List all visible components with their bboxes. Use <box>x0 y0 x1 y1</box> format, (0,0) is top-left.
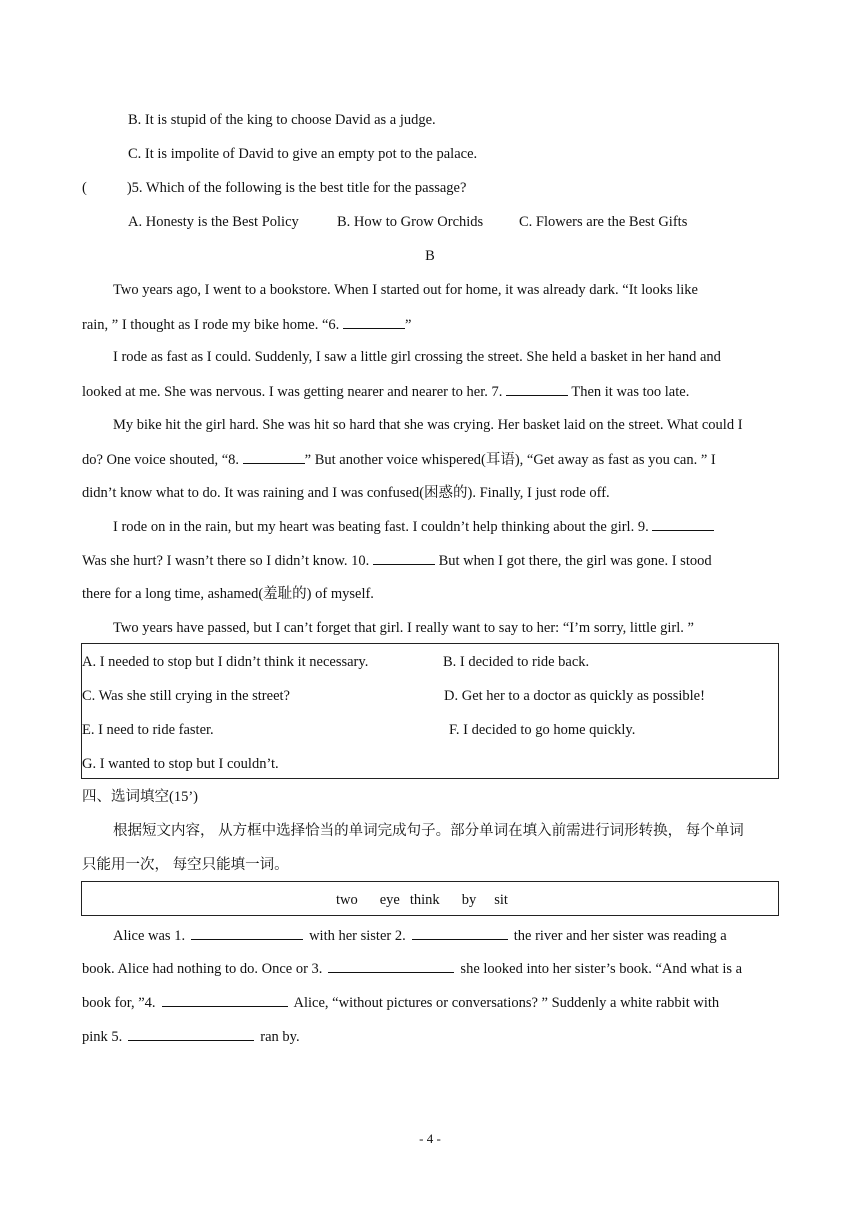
passage-text: she looked into her sister’s book. “And what is a <box>460 961 743 977</box>
q5-option-c: C. Flowers are the Best Gifts <box>519 214 688 230</box>
passage-text: I rode on in the rain, but my heart was beating fast. I couldn’t help thinking about the girl. 9. <box>113 519 653 535</box>
passage-p3-line2 <box>82 449 716 470</box>
word-bank <box>336 890 518 910</box>
q5-option-a: A. Honesty is the Best Policy <box>128 214 299 230</box>
section4-heading: 四、选词填空(15’) <box>82 789 198 805</box>
box-option-b: B. I decided to ride back. <box>443 654 590 670</box>
q5-stem <box>82 178 466 198</box>
word-bank-item: by <box>461 892 477 908</box>
q5-option-b: B. How to Grow Orchids <box>337 214 484 230</box>
section-b-label: B <box>425 248 435 264</box>
fill-line1 <box>113 925 727 946</box>
page-number: - 4 - <box>419 1131 441 1146</box>
passage-p2-line2 <box>82 381 689 402</box>
blank-6[interactable] <box>343 314 405 329</box>
passage-text: pink 5. <box>82 1029 123 1045</box>
passage-text: the river and her sister was reading a <box>513 928 727 944</box>
fill-line3 <box>82 992 719 1013</box>
q4-option-c: C. It is impolite of David to give an empty pot to the palace. <box>128 146 478 162</box>
box-option-d: D. Get her to a doctor as quickly as possible! <box>444 688 705 704</box>
passage-p4-line2 <box>82 550 712 571</box>
box-option-g: G. I wanted to stop but I couldn’t. <box>82 756 279 772</box>
word-bank-item: think <box>409 892 440 908</box>
word-bank-item: sit <box>494 892 508 908</box>
fill-blank-3[interactable] <box>328 958 454 973</box>
word-bank-item: eye <box>379 892 400 908</box>
passage-text: ” <box>404 317 412 333</box>
fill-blank-2[interactable] <box>412 925 508 940</box>
passage-p4-line3: there for a long time, ashamed(羞耻的) of myself. <box>82 586 374 602</box>
word-bank-item: two <box>336 892 358 908</box>
fill-line4 <box>82 1026 300 1047</box>
passage-text: book for, ”4. <box>82 995 156 1011</box>
passage-text: Alice, “without pictures or conversations? ” Suddenly a white rabbit with <box>293 995 720 1011</box>
q4-option-b: B. It is stupid of the king to choose David as a judge. <box>128 112 436 128</box>
passage-text: Then it was too late. <box>567 384 690 400</box>
passage-p5-line1: Two years have passed, but I can’t forget that girl. I really want to say to her: “I’m sorry, little girl. ” <box>113 620 694 636</box>
box-option-f: F. I decided to go home quickly. <box>449 722 636 738</box>
blank-7[interactable] <box>506 381 568 396</box>
passage-p3-line1: My bike hit the girl hard. She was hit so hard that she was crying. Her basket laid on the street. What could I <box>113 417 743 433</box>
q5-question: )5. Which of the following is the best title for the passage? <box>126 180 467 196</box>
q5-paren-open: ( <box>82 180 87 196</box>
passage-p1-line2 <box>82 314 411 335</box>
passage-text: looked at me. She was nervous. I was getting nearer and nearer to her. 7. <box>82 384 506 400</box>
passage-p1-line1: Two years ago, I went to a bookstore. When I started out for home, it was already dark. “It looks like <box>113 282 698 298</box>
section4-instructions-line1: 根据短文内容， 从方框中选择恰当的单词完成句子。部分单词在填入前需进行词形转换， 每个单词 <box>113 823 744 839</box>
box-option-e: E. I need to ride faster. <box>82 722 214 738</box>
passage-p2-line1: I rode as fast as I could. Suddenly, I saw a little girl crossing the street. She held a basket in her hand and <box>113 349 721 365</box>
passage-text: ran by. <box>260 1029 300 1045</box>
section4-instructions-line2: 只能用一次， 每空只能填一词。 <box>82 857 289 873</box>
passage-text: rain, ” I thought as I rode my bike home. “6. <box>82 317 343 333</box>
passage-p4-line1 <box>113 516 714 537</box>
passage-text: with her sister 2. <box>309 928 406 944</box>
box-option-a: A. I needed to stop but I didn’t think it necessary. <box>82 654 369 670</box>
fill-line2 <box>82 958 742 979</box>
blank-8[interactable] <box>243 449 305 464</box>
passage-text: ” But another voice whispered(耳语), “Get away as fast as you can. ” I <box>304 452 716 468</box>
passage-text: book. Alice had nothing to do. Once or 3. <box>82 961 323 977</box>
passage-text: But when I got there, the girl was gone. I stood <box>434 553 712 569</box>
passage-text: Was she hurt? I wasn’t there so I didn’t know. 10. <box>82 553 373 569</box>
fill-blank-1[interactable] <box>191 925 303 940</box>
fill-blank-4[interactable] <box>162 992 288 1007</box>
blank-10[interactable] <box>373 550 435 565</box>
passage-text: do? One voice shouted, “8. <box>82 452 243 468</box>
fill-blank-5[interactable] <box>128 1026 254 1041</box>
passage-text: Alice was 1. <box>113 928 186 944</box>
passage-p3-line3: didn’t know what to do. It was raining and I was confused(困惑的). Finally, I just rode off. <box>82 485 610 501</box>
blank-9[interactable] <box>652 516 714 531</box>
box-option-c: C. Was she still crying in the street? <box>82 688 290 704</box>
